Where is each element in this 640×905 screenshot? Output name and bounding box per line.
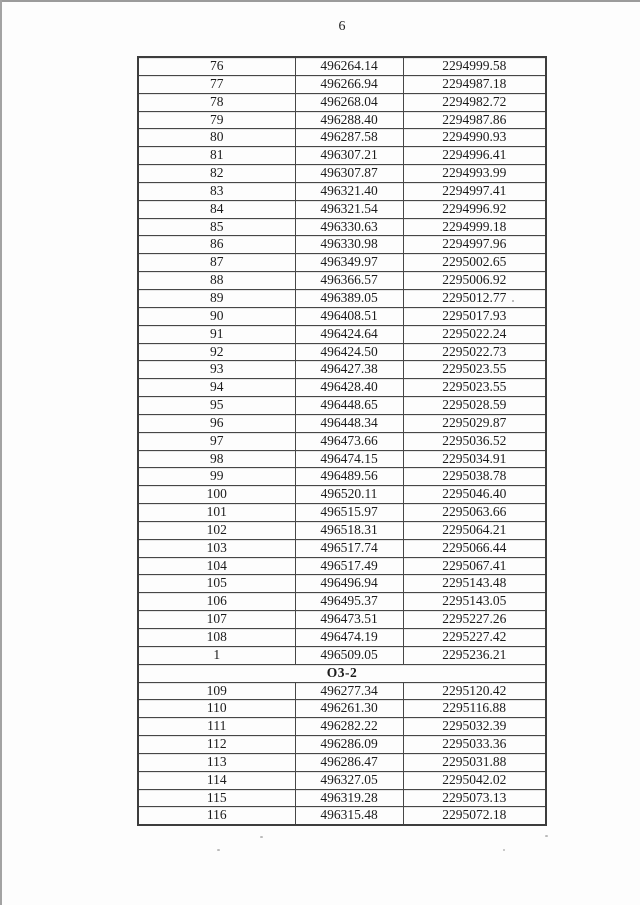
x-coordinate-cell: 496489.56 xyxy=(295,468,403,486)
scan-speck xyxy=(512,300,514,302)
x-coordinate-cell: 496286.09 xyxy=(295,736,403,754)
point-number-cell: 112 xyxy=(138,736,295,754)
point-number-cell: 111 xyxy=(138,718,295,736)
scan-edge-top xyxy=(0,0,640,2)
y-coordinate-cell: 2294999.18 xyxy=(403,218,546,236)
point-number-cell: 109 xyxy=(138,682,295,700)
y-coordinate-cell: 2294997.96 xyxy=(403,236,546,254)
table-row xyxy=(138,307,546,325)
point-number-cell: 89 xyxy=(138,289,295,307)
y-coordinate-cell: 2295028.59 xyxy=(403,397,546,415)
table-row xyxy=(138,486,546,504)
table-row xyxy=(138,575,546,593)
x-coordinate-cell: 496424.50 xyxy=(295,343,403,361)
y-coordinate-cell: 2295012.77 xyxy=(403,289,546,307)
y-coordinate-cell: 2295038.78 xyxy=(403,468,546,486)
point-number-cell: 80 xyxy=(138,129,295,147)
x-coordinate-cell: 496366.57 xyxy=(295,272,403,290)
table-row xyxy=(138,218,546,236)
point-number-cell: 88 xyxy=(138,272,295,290)
x-coordinate-cell: 496321.40 xyxy=(295,182,403,200)
y-coordinate-cell: 2295029.87 xyxy=(403,414,546,432)
section-header-row xyxy=(138,664,546,682)
table-row xyxy=(138,771,546,789)
point-number-cell: 116 xyxy=(138,807,295,825)
table-row xyxy=(138,468,546,486)
x-coordinate-cell: 496448.65 xyxy=(295,397,403,415)
x-coordinate-cell: 496268.04 xyxy=(295,93,403,111)
y-coordinate-cell: 2295063.66 xyxy=(403,504,546,522)
table-row xyxy=(138,789,546,807)
x-coordinate-cell: 496321.54 xyxy=(295,200,403,218)
x-coordinate-cell: 496473.66 xyxy=(295,432,403,450)
table-row xyxy=(138,361,546,379)
x-coordinate-cell: 496496.94 xyxy=(295,575,403,593)
table-row xyxy=(138,379,546,397)
x-coordinate-cell: 496282.22 xyxy=(295,718,403,736)
y-coordinate-cell: 2295064.21 xyxy=(403,521,546,539)
x-coordinate-cell: 496517.49 xyxy=(295,557,403,575)
point-number-cell: 81 xyxy=(138,147,295,165)
y-coordinate-cell: 2295236.21 xyxy=(403,646,546,664)
x-coordinate-cell: 496427.38 xyxy=(295,361,403,379)
x-coordinate-cell: 496327.05 xyxy=(295,771,403,789)
point-number-cell: 90 xyxy=(138,307,295,325)
y-coordinate-cell: 2294987.18 xyxy=(403,75,546,93)
x-coordinate-cell: 496474.15 xyxy=(295,450,403,468)
x-coordinate-cell: 496509.05 xyxy=(295,646,403,664)
point-number-cell: 110 xyxy=(138,700,295,718)
x-coordinate-cell: 496515.97 xyxy=(295,504,403,522)
scan-speck xyxy=(217,849,220,851)
point-number-cell: 101 xyxy=(138,504,295,522)
point-number-cell: 108 xyxy=(138,629,295,647)
table-row xyxy=(138,147,546,165)
x-coordinate-cell: 496349.97 xyxy=(295,254,403,272)
x-coordinate-cell: 496315.48 xyxy=(295,807,403,825)
y-coordinate-cell: 2295031.88 xyxy=(403,753,546,771)
table-row xyxy=(138,343,546,361)
y-coordinate-cell: 2295002.65 xyxy=(403,254,546,272)
table-row xyxy=(138,718,546,736)
table-row xyxy=(138,414,546,432)
y-coordinate-cell: 2295023.55 xyxy=(403,361,546,379)
x-coordinate-cell: 496389.05 xyxy=(295,289,403,307)
y-coordinate-cell: 2295143.48 xyxy=(403,575,546,593)
x-coordinate-cell: 496264.14 xyxy=(295,57,403,75)
point-number-cell: 84 xyxy=(138,200,295,218)
table-row xyxy=(138,432,546,450)
table-row xyxy=(138,254,546,272)
y-coordinate-cell: 2295032.39 xyxy=(403,718,546,736)
table-row xyxy=(138,539,546,557)
x-coordinate-cell: 496307.87 xyxy=(295,165,403,183)
point-number-cell: 76 xyxy=(138,57,295,75)
point-number-cell: 100 xyxy=(138,486,295,504)
table-row xyxy=(138,450,546,468)
scan-speck xyxy=(503,849,505,851)
table-row xyxy=(138,272,546,290)
point-number-cell: 95 xyxy=(138,397,295,415)
point-number-cell: 114 xyxy=(138,771,295,789)
table-row xyxy=(138,736,546,754)
point-number-cell: 77 xyxy=(138,75,295,93)
coordinate-table xyxy=(137,56,547,826)
x-coordinate-cell: 496266.94 xyxy=(295,75,403,93)
y-coordinate-cell: 2294999.58 xyxy=(403,57,546,75)
table-row xyxy=(138,397,546,415)
point-number-cell: 98 xyxy=(138,450,295,468)
point-number-cell: 92 xyxy=(138,343,295,361)
page-number: 6 xyxy=(338,19,346,34)
table-row xyxy=(138,593,546,611)
y-coordinate-cell: 2294997.41 xyxy=(403,182,546,200)
y-coordinate-cell: 2295022.24 xyxy=(403,325,546,343)
table-row xyxy=(138,129,546,147)
y-coordinate-cell: 2294982.72 xyxy=(403,93,546,111)
point-number-cell: 102 xyxy=(138,521,295,539)
point-number-cell: 78 xyxy=(138,93,295,111)
point-number-cell: 82 xyxy=(138,165,295,183)
scan-speck xyxy=(260,836,263,838)
coordinate-table-body xyxy=(138,57,546,825)
table-row xyxy=(138,289,546,307)
point-number-cell: 93 xyxy=(138,361,295,379)
y-coordinate-cell: 2294996.41 xyxy=(403,147,546,165)
point-number-cell: 106 xyxy=(138,593,295,611)
x-coordinate-cell: 496277.34 xyxy=(295,682,403,700)
point-number-cell: 99 xyxy=(138,468,295,486)
x-coordinate-cell: 496474.19 xyxy=(295,629,403,647)
point-number-cell: 105 xyxy=(138,575,295,593)
point-number-cell: 86 xyxy=(138,236,295,254)
table-row xyxy=(138,200,546,218)
y-coordinate-cell: 2294987.86 xyxy=(403,111,546,129)
scan-speck xyxy=(545,835,548,837)
point-number-cell: 94 xyxy=(138,379,295,397)
y-coordinate-cell: 2295022.73 xyxy=(403,343,546,361)
table-row xyxy=(138,93,546,111)
y-coordinate-cell: 2295034.91 xyxy=(403,450,546,468)
y-coordinate-cell: 2295116.88 xyxy=(403,700,546,718)
x-coordinate-cell: 496408.51 xyxy=(295,307,403,325)
x-coordinate-cell: 496517.74 xyxy=(295,539,403,557)
y-coordinate-cell: 2295017.93 xyxy=(403,307,546,325)
x-coordinate-cell: 496330.63 xyxy=(295,218,403,236)
x-coordinate-cell: 496307.21 xyxy=(295,147,403,165)
table-row xyxy=(138,611,546,629)
table-row xyxy=(138,646,546,664)
y-coordinate-cell: 2295120.42 xyxy=(403,682,546,700)
y-coordinate-cell: 2295073.13 xyxy=(403,789,546,807)
point-number-cell: 113 xyxy=(138,753,295,771)
y-coordinate-cell: 2295042.02 xyxy=(403,771,546,789)
y-coordinate-cell: 2294996.92 xyxy=(403,200,546,218)
point-number-cell: 85 xyxy=(138,218,295,236)
table-row xyxy=(138,325,546,343)
y-coordinate-cell: 2295072.18 xyxy=(403,807,546,825)
x-coordinate-cell: 496287.58 xyxy=(295,129,403,147)
table-row xyxy=(138,807,546,825)
point-number-cell: 107 xyxy=(138,611,295,629)
point-number-cell: 83 xyxy=(138,182,295,200)
y-coordinate-cell: 2294993.99 xyxy=(403,165,546,183)
scan-edge-left xyxy=(0,0,2,905)
x-coordinate-cell: 496428.40 xyxy=(295,379,403,397)
point-number-cell: 79 xyxy=(138,111,295,129)
x-coordinate-cell: 496286.47 xyxy=(295,753,403,771)
point-number-cell: 104 xyxy=(138,557,295,575)
table-row xyxy=(138,165,546,183)
y-coordinate-cell: 2295066.44 xyxy=(403,539,546,557)
x-coordinate-cell: 496288.40 xyxy=(295,111,403,129)
x-coordinate-cell: 496319.28 xyxy=(295,789,403,807)
y-coordinate-cell: 2295006.92 xyxy=(403,272,546,290)
table-row xyxy=(138,753,546,771)
x-coordinate-cell: 496448.34 xyxy=(295,414,403,432)
y-coordinate-cell: 2295033.36 xyxy=(403,736,546,754)
table-row xyxy=(138,557,546,575)
x-coordinate-cell: 496424.64 xyxy=(295,325,403,343)
x-coordinate-cell: 496520.11 xyxy=(295,486,403,504)
point-number-cell: 87 xyxy=(138,254,295,272)
x-coordinate-cell: 496261.30 xyxy=(295,700,403,718)
y-coordinate-cell: 2295067.41 xyxy=(403,557,546,575)
point-number-cell: 115 xyxy=(138,789,295,807)
table-row xyxy=(138,75,546,93)
section-header-label: О3-2 xyxy=(138,664,546,682)
point-number-cell: 91 xyxy=(138,325,295,343)
point-number-cell: 97 xyxy=(138,432,295,450)
x-coordinate-cell: 496495.37 xyxy=(295,593,403,611)
table-row xyxy=(138,504,546,522)
y-coordinate-cell: 2295143.05 xyxy=(403,593,546,611)
point-number-cell: 96 xyxy=(138,414,295,432)
point-number-cell: 1 xyxy=(138,646,295,664)
table-row xyxy=(138,182,546,200)
y-coordinate-cell: 2295227.26 xyxy=(403,611,546,629)
table-row xyxy=(138,700,546,718)
table-row xyxy=(138,629,546,647)
x-coordinate-cell: 496330.98 xyxy=(295,236,403,254)
point-number-cell: 103 xyxy=(138,539,295,557)
table-row xyxy=(138,521,546,539)
y-coordinate-cell: 2295227.42 xyxy=(403,629,546,647)
x-coordinate-cell: 496518.31 xyxy=(295,521,403,539)
y-coordinate-cell: 2295036.52 xyxy=(403,432,546,450)
x-coordinate-cell: 496473.51 xyxy=(295,611,403,629)
table-row xyxy=(138,111,546,129)
y-coordinate-cell: 2295023.55 xyxy=(403,379,546,397)
table-row xyxy=(138,57,546,75)
table-row xyxy=(138,236,546,254)
table-row xyxy=(138,682,546,700)
y-coordinate-cell: 2295046.40 xyxy=(403,486,546,504)
y-coordinate-cell: 2294990.93 xyxy=(403,129,546,147)
